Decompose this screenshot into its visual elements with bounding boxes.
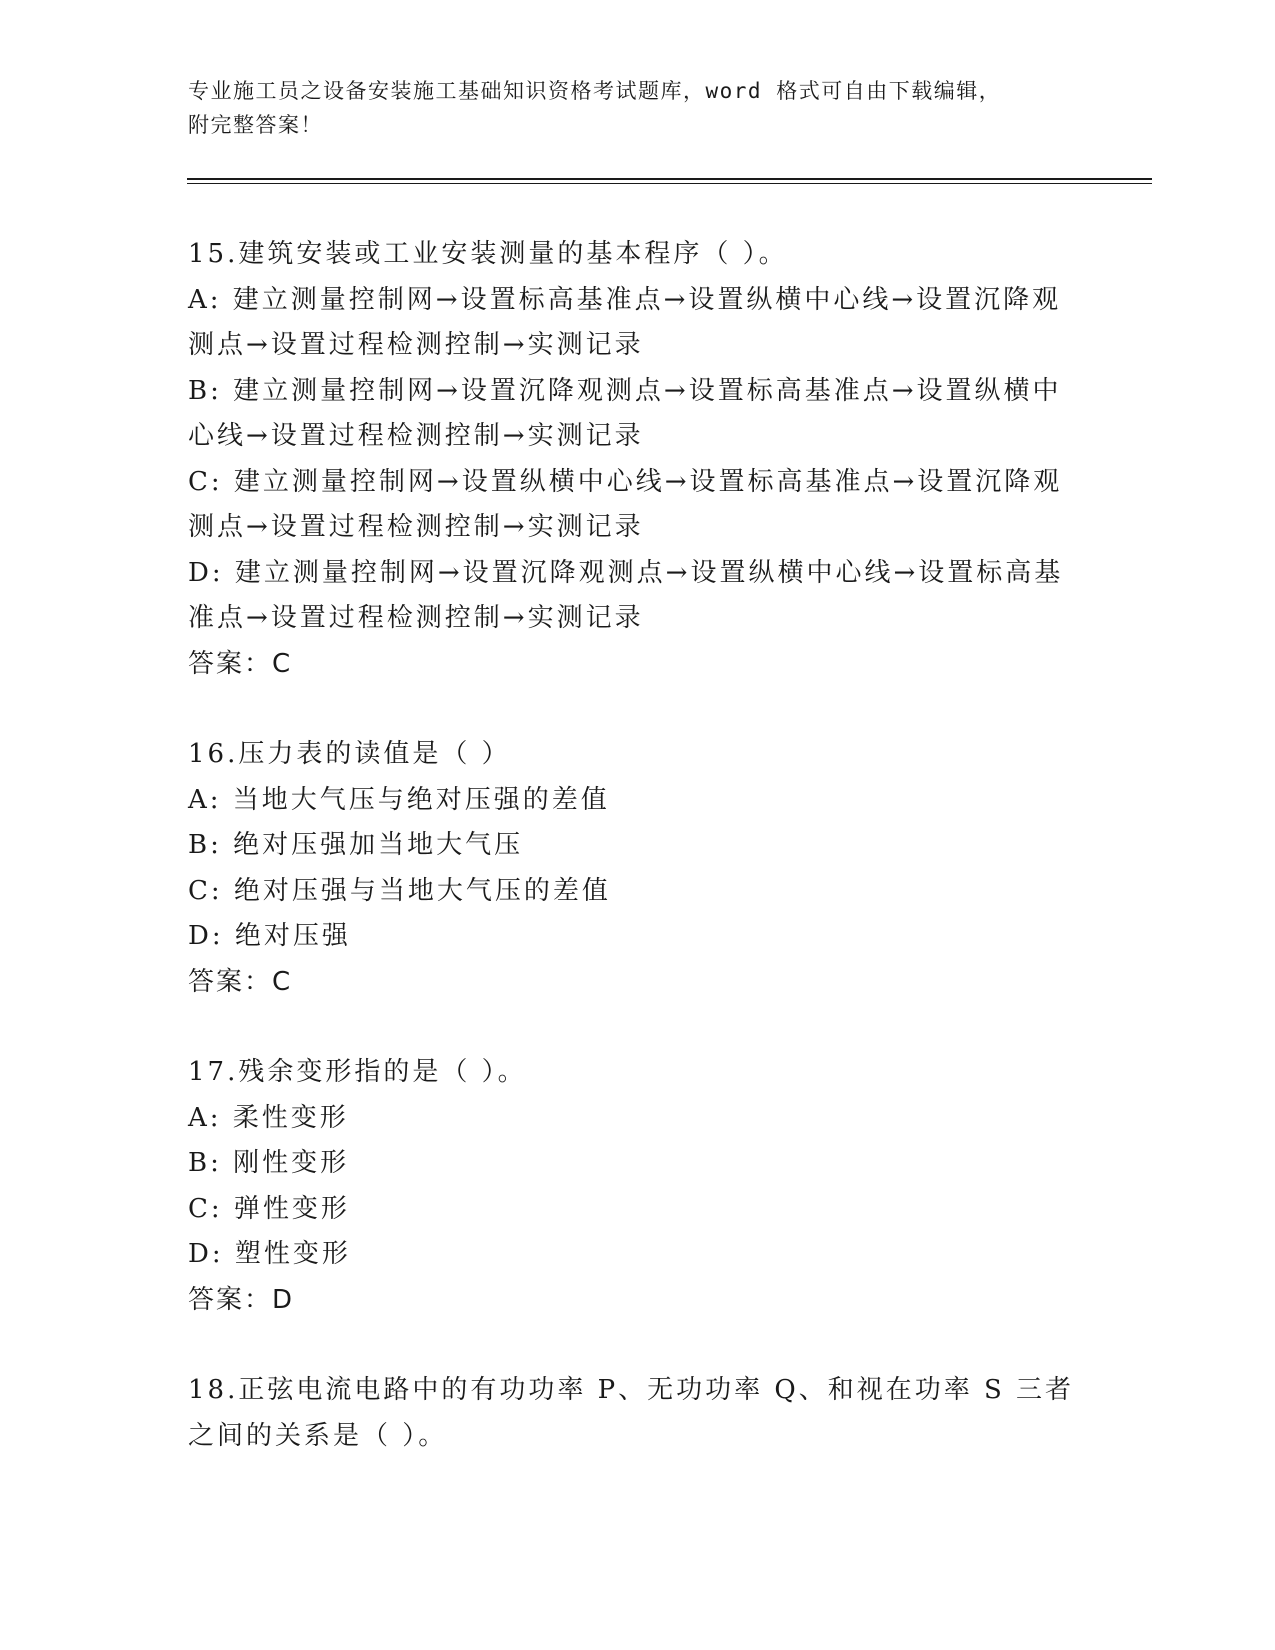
option-c: C: 绝对压强与当地大气压的差值	[188, 875, 611, 906]
option-d: D: 建立测量控制网→设置沉降观测点→设置纵横中心线→设置标高基准点→设置过程检测控制→实测记录	[188, 557, 1064, 633]
option-c: C: 弹性变形	[188, 1193, 350, 1224]
question-18	[188, 1368, 1088, 1459]
option-a: A: 当地大气压与绝对压强的差值	[188, 784, 610, 815]
option-c: C: 建立测量控制网→设置纵横中心线→设置标高基准点→设置沉降观测点→设置过程检测控制→实测记录	[188, 466, 1063, 542]
option-a: A: 柔性变形	[188, 1102, 349, 1133]
question-stem: 16.压力表的读值是（ ）	[188, 739, 511, 769]
answer: 答案：C	[188, 648, 293, 679]
option-b: B: 刚性变形	[188, 1148, 350, 1178]
option-b: B: 建立测量控制网→设置沉降观测点→设置标高基准点→设置纵横中心线→设置过程检测控制→实测记录	[188, 375, 1062, 451]
option-d: D: 塑性变形	[188, 1239, 351, 1269]
question-16	[188, 732, 1088, 1005]
option-d: D: 绝对压强	[188, 921, 351, 951]
header-line-2: 附完整答案！	[188, 113, 323, 137]
header-line-1: 专业施工员之设备安装施工基础知识资格考试题库，word 格式可自由下载编辑，	[188, 79, 1002, 103]
document-header	[188, 74, 1088, 142]
question-list	[188, 232, 1088, 1504]
question-17	[188, 1050, 1088, 1323]
option-b: B: 绝对压强加当地大气压	[188, 830, 524, 860]
header-divider-thin	[187, 183, 1152, 184]
question-15	[188, 232, 1088, 687]
question-stem: 17.残余变形指的是（ ）。	[188, 1057, 527, 1087]
question-stem: 15.建筑安装或工业安装测量的基本程序（ ）。	[188, 239, 788, 269]
question-stem: 18.正弦电流电路中的有功功率 P、无功功率 Q、和视在功率 S 三者之间的关系是（ ）。	[188, 1375, 1075, 1451]
answer: 答案：C	[188, 966, 293, 997]
answer: 答案：D	[188, 1284, 295, 1315]
header-divider-thick	[187, 178, 1152, 180]
option-a: A: 建立测量控制网→设置标高基准点→设置纵横中心线→设置沉降观测点→设置过程检测控制→实测记录	[188, 284, 1062, 360]
